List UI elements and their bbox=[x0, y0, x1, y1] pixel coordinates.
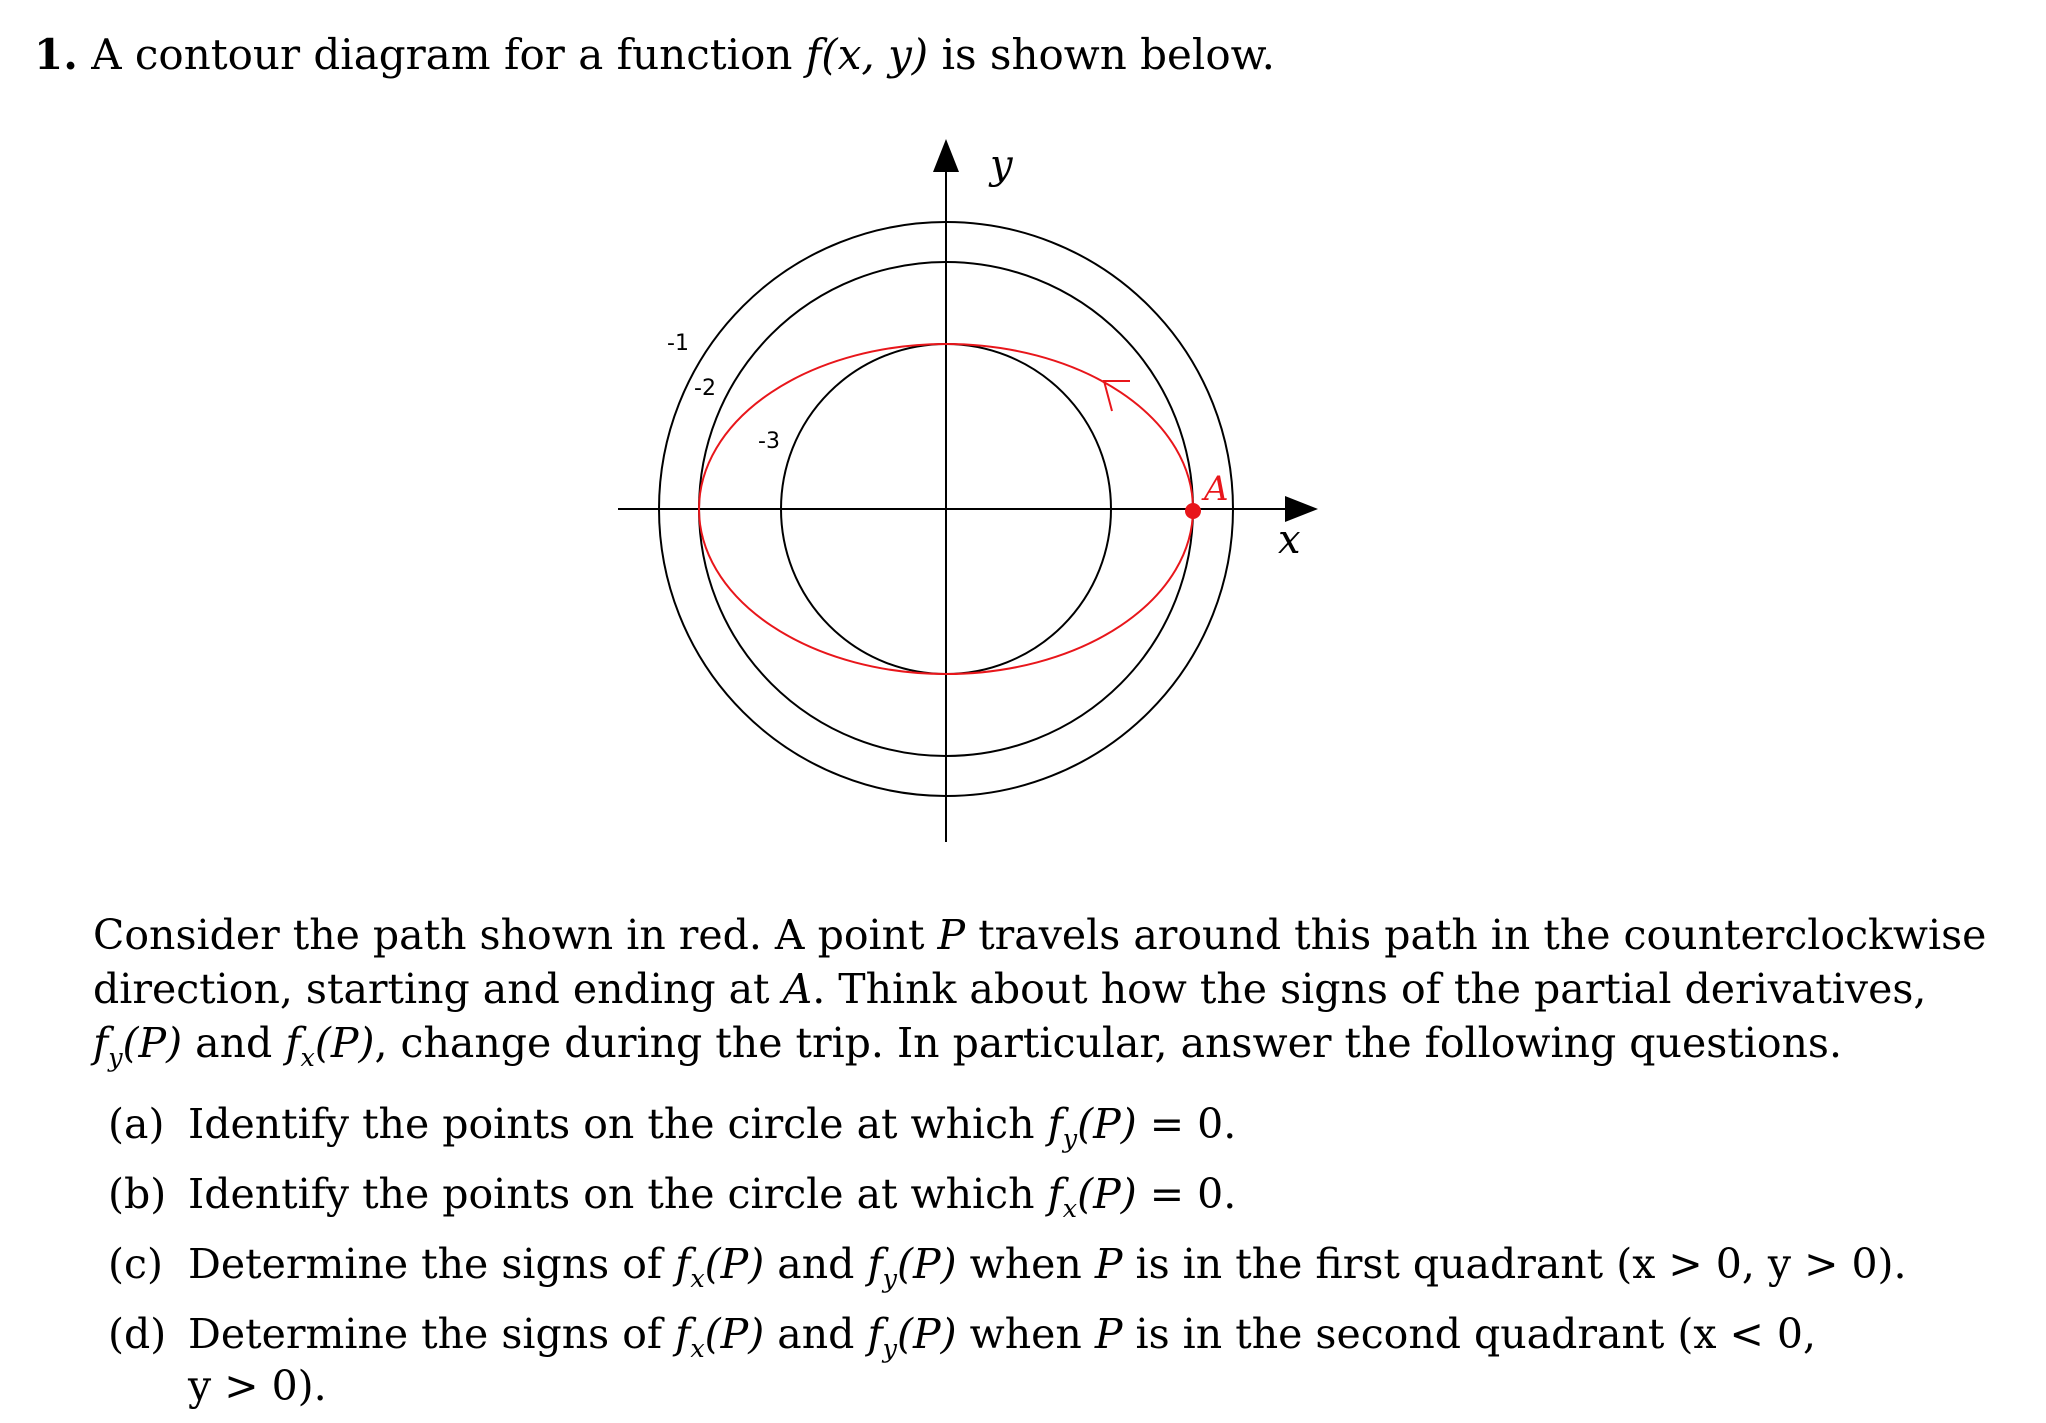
part-func-sub: x bbox=[1062, 1193, 1078, 1224]
part-func-sub: y bbox=[882, 1333, 897, 1364]
intro-text: and bbox=[195, 1019, 273, 1067]
intro-fx-sub: x bbox=[300, 1042, 315, 1073]
part-func-sub: y bbox=[882, 1263, 897, 1294]
y-axis-arrow bbox=[933, 139, 959, 172]
x-axis-label: x bbox=[1278, 517, 1301, 563]
part-var-p: P bbox=[1094, 1240, 1123, 1288]
part-d bbox=[108, 1310, 1988, 1422]
part-func-arg: (P) bbox=[897, 1310, 957, 1358]
part-sentence: Determine the signs of bbox=[188, 1310, 663, 1358]
part-func-arg: (P) bbox=[704, 1310, 765, 1358]
intro-fx-arg: (P) bbox=[314, 1019, 375, 1067]
part-text bbox=[188, 1170, 1236, 1223]
part-func-arg: (P) bbox=[897, 1240, 957, 1288]
intro-var-p: P bbox=[937, 911, 966, 959]
part-when: when bbox=[969, 1240, 1082, 1288]
part-rest: = 0. bbox=[1136, 1170, 1237, 1218]
part-d-continuation: y > 0). bbox=[188, 1362, 327, 1410]
part-func: f bbox=[867, 1310, 883, 1358]
part-func-arg: (P) bbox=[704, 1240, 765, 1288]
part-text bbox=[188, 1100, 1236, 1153]
part-func-arg: (P) bbox=[1077, 1100, 1137, 1148]
part-label: (b) bbox=[108, 1170, 167, 1218]
problem-intro bbox=[93, 908, 1987, 1084]
intro-text: direction, starting and ending at bbox=[93, 965, 770, 1013]
part-func-sub: x bbox=[690, 1263, 705, 1294]
contour-label-minus-3: -3 bbox=[758, 429, 780, 454]
intro-text: , change during the trip. In particular, answer the following questions. bbox=[374, 1019, 1843, 1067]
intro-text: . Think about how the signs of the partial derivatives, bbox=[812, 965, 1927, 1013]
part-rest: = 0. bbox=[1136, 1100, 1237, 1148]
part-and: and bbox=[777, 1310, 855, 1358]
part-a bbox=[108, 1100, 1988, 1170]
intro-line-3 bbox=[93, 1016, 1973, 1084]
y-axis-label: y bbox=[990, 142, 1013, 188]
part-sentence: Identify the points on the circle at which bbox=[188, 1170, 1035, 1218]
part-and: and bbox=[777, 1240, 855, 1288]
intro-var-a: A bbox=[782, 965, 813, 1013]
part-text bbox=[188, 1240, 1907, 1293]
contour-label-minus-1: -1 bbox=[667, 331, 689, 356]
intro-fy: f bbox=[93, 1019, 109, 1067]
header-text-after: is shown below. bbox=[941, 30, 1275, 79]
part-when: when bbox=[969, 1310, 1082, 1358]
part-func: f bbox=[675, 1310, 691, 1358]
part-func: f bbox=[1047, 1100, 1063, 1148]
part-label: (c) bbox=[108, 1240, 163, 1288]
question-parts bbox=[108, 1100, 1988, 1422]
header-text-before: A contour diagram for a function bbox=[91, 30, 793, 79]
header-function: f(x, y) bbox=[805, 30, 929, 79]
intro-line-2 bbox=[93, 962, 1973, 1016]
intro-fx: f bbox=[285, 1019, 301, 1067]
part-func: f bbox=[867, 1240, 883, 1288]
part-func-sub: y bbox=[1062, 1123, 1078, 1154]
intro-fy-sub: y bbox=[108, 1042, 123, 1073]
part-var-p: P bbox=[1094, 1310, 1123, 1358]
point-a-label: A bbox=[1204, 469, 1229, 509]
part-func-arg: (P) bbox=[1077, 1170, 1137, 1218]
part-func: f bbox=[1047, 1170, 1063, 1218]
part-label: (a) bbox=[108, 1100, 165, 1148]
intro-text: travels around this path in the counterclockwise bbox=[978, 911, 1987, 959]
part-b bbox=[108, 1170, 1988, 1240]
part-func: f bbox=[675, 1240, 691, 1288]
part-func-sub: x bbox=[690, 1333, 705, 1364]
point-a-marker bbox=[1185, 503, 1201, 519]
contour-label-minus-2: -2 bbox=[694, 376, 716, 401]
intro-fy-arg: (P) bbox=[122, 1019, 183, 1067]
intro-line-1 bbox=[93, 908, 1987, 962]
part-rest: is in the first quadrant (x > 0, y > 0). bbox=[1135, 1240, 1907, 1288]
intro-text: Consider the path shown in red. A point bbox=[93, 911, 925, 959]
part-c bbox=[108, 1240, 1988, 1310]
question-number: 1. bbox=[34, 30, 78, 79]
part-text bbox=[188, 1310, 1816, 1363]
part-sentence: Determine the signs of bbox=[188, 1240, 663, 1288]
part-label: (d) bbox=[108, 1310, 167, 1358]
part-sentence: Identify the points on the circle at which bbox=[188, 1100, 1035, 1148]
part-rest: is in the second quadrant (x < 0, bbox=[1135, 1310, 1816, 1358]
